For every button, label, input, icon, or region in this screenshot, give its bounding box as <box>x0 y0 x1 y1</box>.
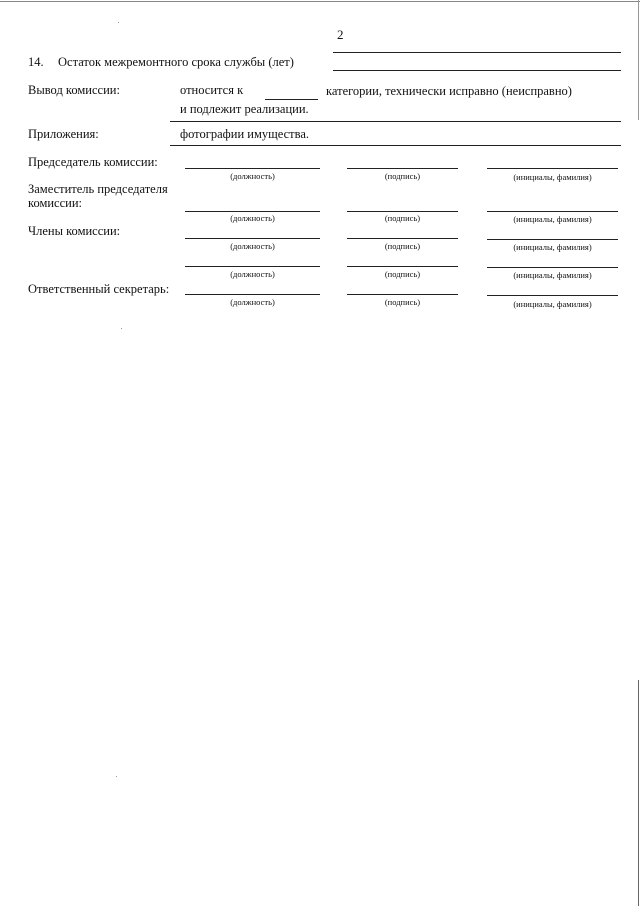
secretary-name-caption: (инициалы, фамилия) <box>513 299 592 309</box>
top-border <box>0 1 640 2</box>
chairman-name-caption: (инициалы, фамилия) <box>513 172 592 182</box>
right-border-top <box>638 0 639 120</box>
secretary-label: Ответственный секретарь: <box>28 282 170 296</box>
right-border-bottom <box>638 680 639 906</box>
deputy-signature-caption: (подпись) <box>384 213 421 223</box>
scan-dot <box>118 22 119 23</box>
chairman-signature-caption: (подпись) <box>384 171 421 181</box>
chairman-position-caption: (должность) <box>230 171 275 181</box>
attachments-underline <box>170 145 621 146</box>
chairman-name-line <box>487 168 618 169</box>
item-14-number: 14. <box>28 55 44 69</box>
member1-signature-caption: (подпись) <box>384 241 421 251</box>
member1-signature-line <box>347 238 458 239</box>
secretary-position-line <box>185 294 320 295</box>
member2-signature-caption: (подпись) <box>384 269 421 279</box>
conclusion-part2: категории, технически исправно (неисправно) <box>326 84 572 98</box>
item-14-line-2 <box>333 70 621 71</box>
item-14-label: Остаток межремонтного срока службы (лет) <box>58 55 294 69</box>
page-number: 2 <box>337 27 344 42</box>
deputy-name-line <box>487 211 618 212</box>
deputy-position-line <box>185 211 320 212</box>
member1-name-caption: (инициалы, фамилия) <box>513 242 592 252</box>
scan-dot <box>116 776 117 777</box>
item-14-line-1 <box>333 52 621 53</box>
category-blank-line <box>265 99 318 100</box>
secretary-position-caption: (должность) <box>230 297 275 307</box>
attachments-value: фотографии имущества. <box>180 127 310 141</box>
member2-signature-line <box>347 266 458 267</box>
members-label: Члены комиссии: <box>28 224 121 238</box>
attachments-label: Приложения: <box>28 127 99 141</box>
secretary-name-line <box>487 295 618 296</box>
deputy-name-caption: (инициалы, фамилия) <box>513 214 592 224</box>
conclusion-part1: относится к <box>180 83 244 97</box>
conclusion-label: Вывод комиссии: <box>28 83 120 97</box>
member2-position-line <box>185 266 320 267</box>
chairman-position-line <box>185 168 320 169</box>
deputy-label-line2: комиссии: <box>28 196 82 210</box>
member2-name-line <box>487 267 618 268</box>
member1-position-caption: (должность) <box>230 241 275 251</box>
member2-position-caption: (должность) <box>230 269 275 279</box>
chairman-label: Председатель комиссии: <box>28 155 158 169</box>
deputy-position-caption: (должность) <box>230 213 275 223</box>
conclusion-part3: и подлежит реализации. <box>180 102 309 116</box>
member2-name-caption: (инициалы, фамилия) <box>513 270 592 280</box>
secretary-signature-caption: (подпись) <box>384 297 421 307</box>
secretary-signature-line <box>347 294 458 295</box>
member1-position-line <box>185 238 320 239</box>
member1-name-line <box>487 239 618 240</box>
chairman-signature-line <box>347 168 458 169</box>
deputy-label-line1: Заместитель председателя <box>28 182 168 196</box>
conclusion-underline <box>170 121 621 122</box>
scan-dot <box>121 328 122 329</box>
deputy-signature-line <box>347 211 458 212</box>
